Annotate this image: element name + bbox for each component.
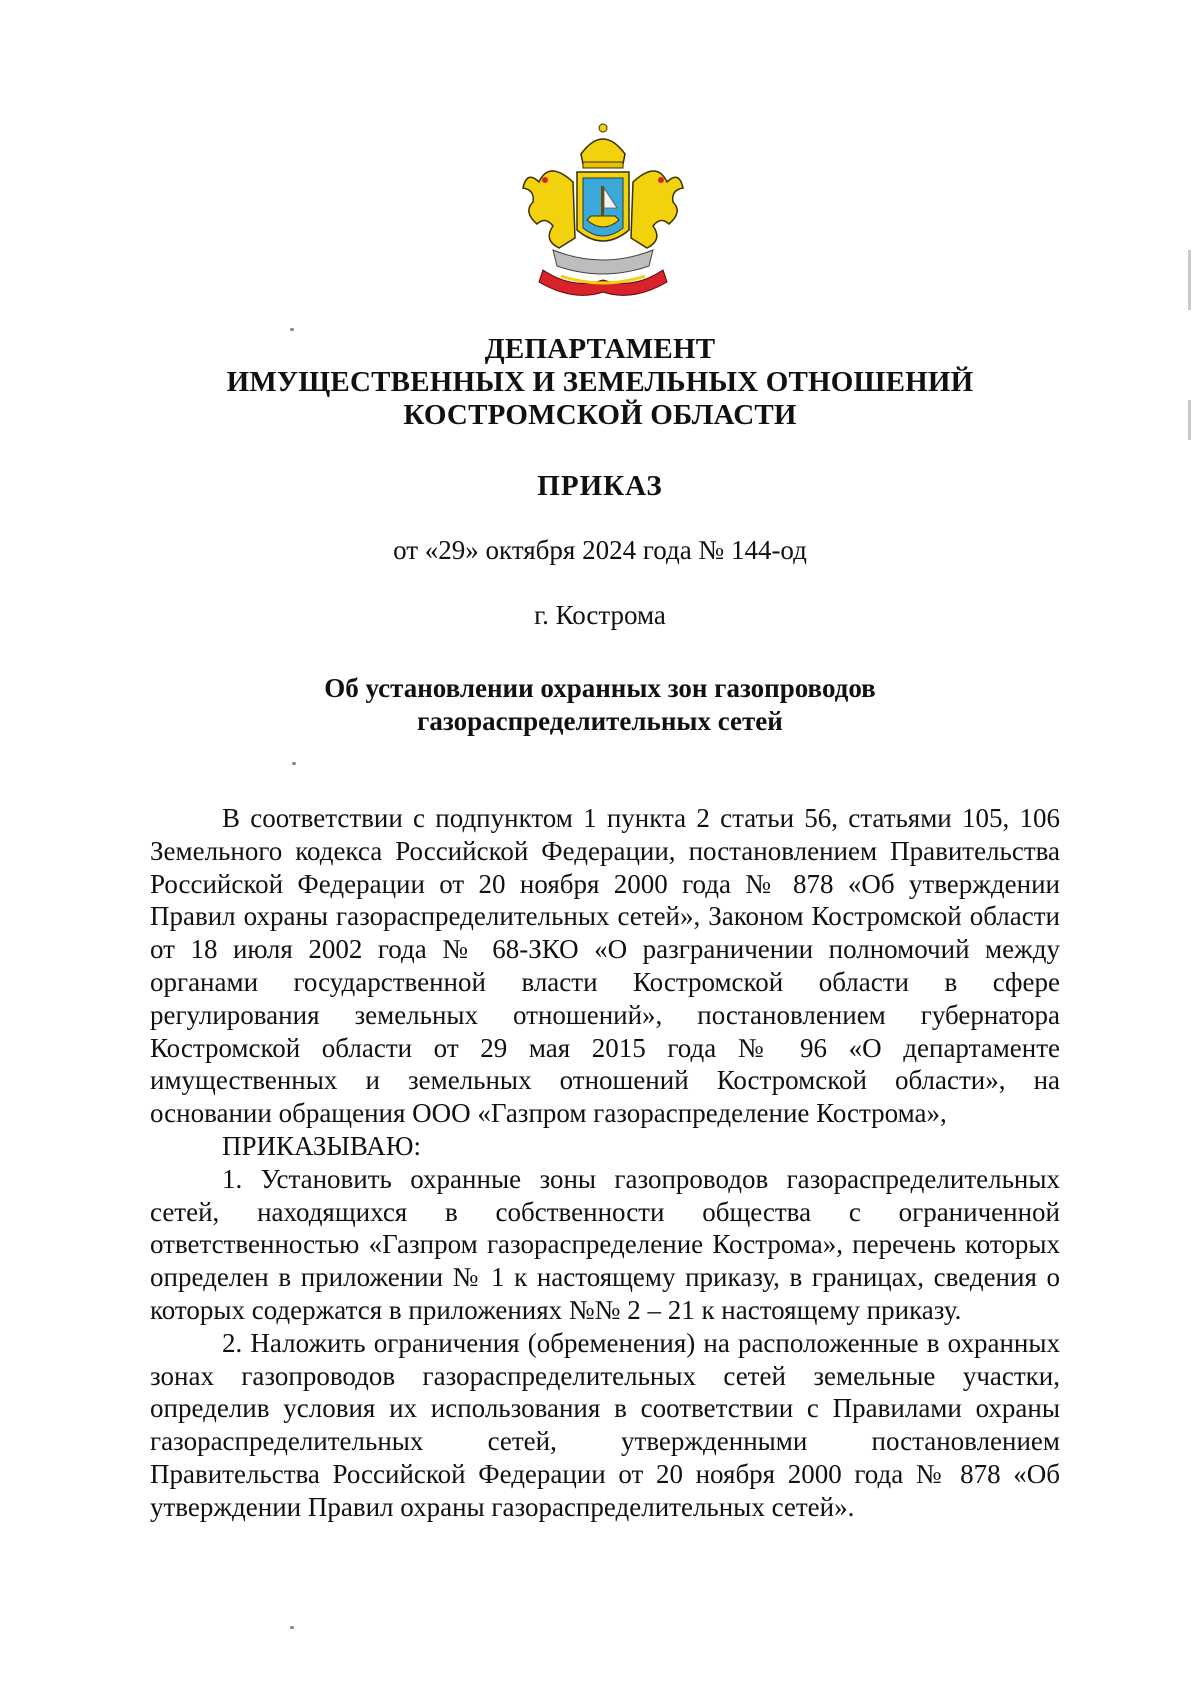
subject-line-1: Об установлении охранных зон газопроводов xyxy=(324,673,876,703)
subject-line-2: газораспределительных сетей xyxy=(417,706,783,736)
item-2-paragraph: 2. Наложить ограничения (обременения) на расположенные в охранных зонах газопроводов газораспределительных сетей земельные участки, определив условия их использования в соответствии с Правилами охраны газораспределительных сетей, утвержденными постановлением Правительства Российской Федерации от 20 ноября 2000 года № 878 «Об утверждении Правил охраны газораспределительных сетей». xyxy=(150,1327,1060,1522)
order-title: ПРИКАЗ xyxy=(537,470,663,502)
department-line-1: ДЕПАРТАМЕНТ xyxy=(484,333,716,365)
department-header xyxy=(150,333,1050,432)
order-date: от «29» октября 2024 года № 144-од xyxy=(393,535,807,565)
scan-speck xyxy=(290,328,294,331)
order-body xyxy=(150,802,1060,1524)
department-line-3: КОСТРОМСКОЙ ОБЛАСТИ xyxy=(403,399,797,431)
coat-of-arms-emblem xyxy=(503,120,703,302)
order-word: ПРИКАЗЫВАЮ: xyxy=(222,1130,421,1161)
department-line-2: ИМУЩЕСТВЕННЫХ И ЗЕМЕЛЬНЫХ ОТНОШЕНИЙ xyxy=(226,366,974,398)
preamble-paragraph: В соответствии с подпунктом 1 пункта 2 статьи 56, статьями 105, 106 Земельного кодекса Российской Федерации, постановлением Правительства Российской Федерации от 20 ноября 2000 года № 878 «Об утверждении Правил охраны газораспределительных сетей», Законом Костромской области от 18 июля 2002 года № 68-ЗКО «О разграничении полномочий между органами государственной власти Костромской области в сфере регулирования земельных отношений», постановлением губернатора Костромской области от 29 мая 2015 года № 96 «О департаменте имущественных и земельных отношений Костромской области», на основании обращения ООО «Газпром газораспределение Кострома», xyxy=(150,803,1060,1129)
order-subject xyxy=(150,672,1050,738)
scan-edge-mark xyxy=(1188,250,1191,310)
scan-speck xyxy=(290,1626,294,1629)
scan-speck xyxy=(292,762,296,765)
scan-edge-mark xyxy=(1188,400,1191,440)
order-city: г. Кострома xyxy=(534,600,666,630)
item-1-paragraph: 1. Установить охранные зоны газопроводов газораспределительных сетей, находящихся в собственности общества с ограниченной ответственностью «Газпром газораспределение Кострома», перечень которых определен в приложении № 1 к настоящему приказу, в границах, сведения о которых содержатся в приложениях №№ 2 – 21 к настоящему приказу. xyxy=(150,1163,1060,1325)
